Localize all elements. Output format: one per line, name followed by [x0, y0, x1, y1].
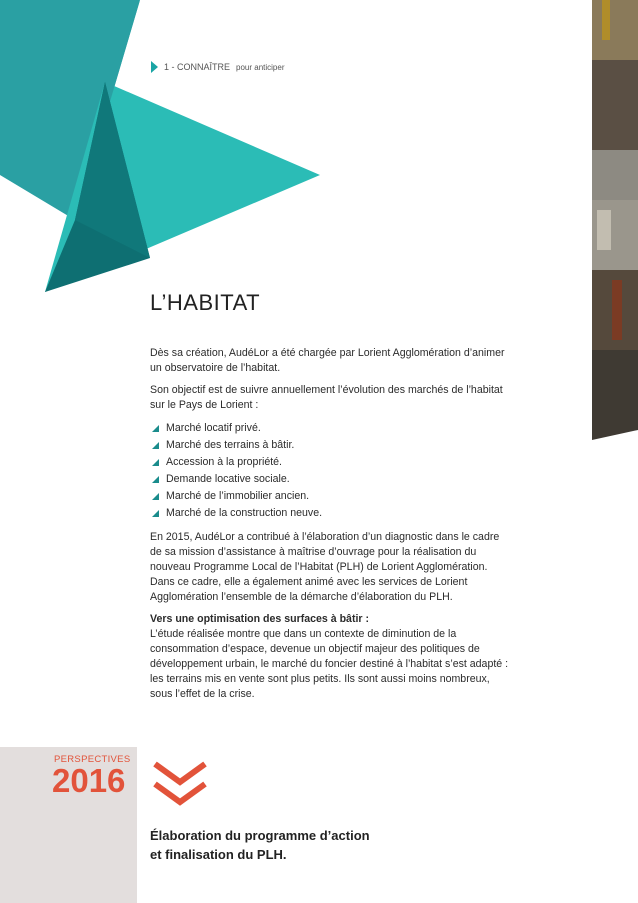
- optimisation-heading: Vers une optimisation des surfaces à bâtir :: [150, 613, 370, 625]
- objective-paragraph: Son objectif est de suivre annuellement l’évolution des marchés de l’habitat sur le Pays de Lorient :: [150, 384, 503, 411]
- conclusion-line: et finalisation du PLH.: [150, 847, 287, 862]
- main-text: [150, 346, 510, 709]
- triangle-bullet-icon: [152, 442, 159, 449]
- perspectives-label: PERSPECTIVES: [54, 754, 131, 765]
- breadcrumb: [151, 61, 285, 73]
- construction-photo: [592, 0, 638, 452]
- conclusion-text: [150, 826, 450, 864]
- triangle-bullet-icon: [152, 493, 159, 500]
- breadcrumb-section: 1 - CONNAÎTRE: [164, 62, 231, 72]
- list-item: Accession à la propriété.: [152, 454, 510, 471]
- list-item: Demande locative sociale.: [152, 471, 510, 488]
- list-item: Marché de l’immobilier ancien.: [152, 488, 510, 505]
- triangle-bullet-icon: [152, 459, 159, 466]
- list-item: Marché des terrains à bâtir.: [152, 437, 510, 454]
- decorative-triangles: [0, 0, 330, 300]
- intro-paragraph: Dès sa création, AudéLor a été chargée par Lorient Agglomération d’animer un observatoire de l’habitat.: [150, 347, 505, 374]
- perspectives-year: 2016: [52, 762, 126, 799]
- page-title: L’HABITAT: [150, 290, 261, 315]
- triangle-bullet-icon: [152, 476, 159, 483]
- double-chevron-down-icon: [151, 760, 209, 810]
- market-list: [152, 420, 510, 522]
- breadcrumb-subtitle: pour anticiper: [236, 62, 285, 72]
- optimisation-text: L’étude réalisée montre que dans un contexte de diminution de la consommation d’espace, devenue un objectif majeur des politiques de développement urbain, le marché du foncier destiné à l’habitat s’est adapté : les terrains mis en vente sont plus petits. Ils sont aussi moins nombreux, sous l’effet de la crise.: [150, 628, 509, 700]
- triangle-bullet-icon: [152, 510, 159, 517]
- arrow-right-icon: [151, 61, 158, 73]
- list-item: Marché de la construction neuve.: [152, 505, 510, 522]
- conclusion-line: Élaboration du programme d’action: [150, 828, 370, 843]
- paragraph-2015: En 2015, AudéLor a contribué à l’élaboration d’un diagnostic dans le cadre de sa mission d’assistance à maîtrise d’ouvrage pour la réalisation du nouveau Programme Local de l’Habitat (PLH) de Lorient Agglomération. Dans ce cadre, elle a également animé avec les services de Lorient Agglomération l’ensemble de la démarche d’élaboration du PLH.: [150, 531, 500, 603]
- list-item: Marché locatif privé.: [152, 420, 510, 437]
- triangle-bullet-icon: [152, 425, 159, 432]
- optimisation-section: [150, 612, 510, 702]
